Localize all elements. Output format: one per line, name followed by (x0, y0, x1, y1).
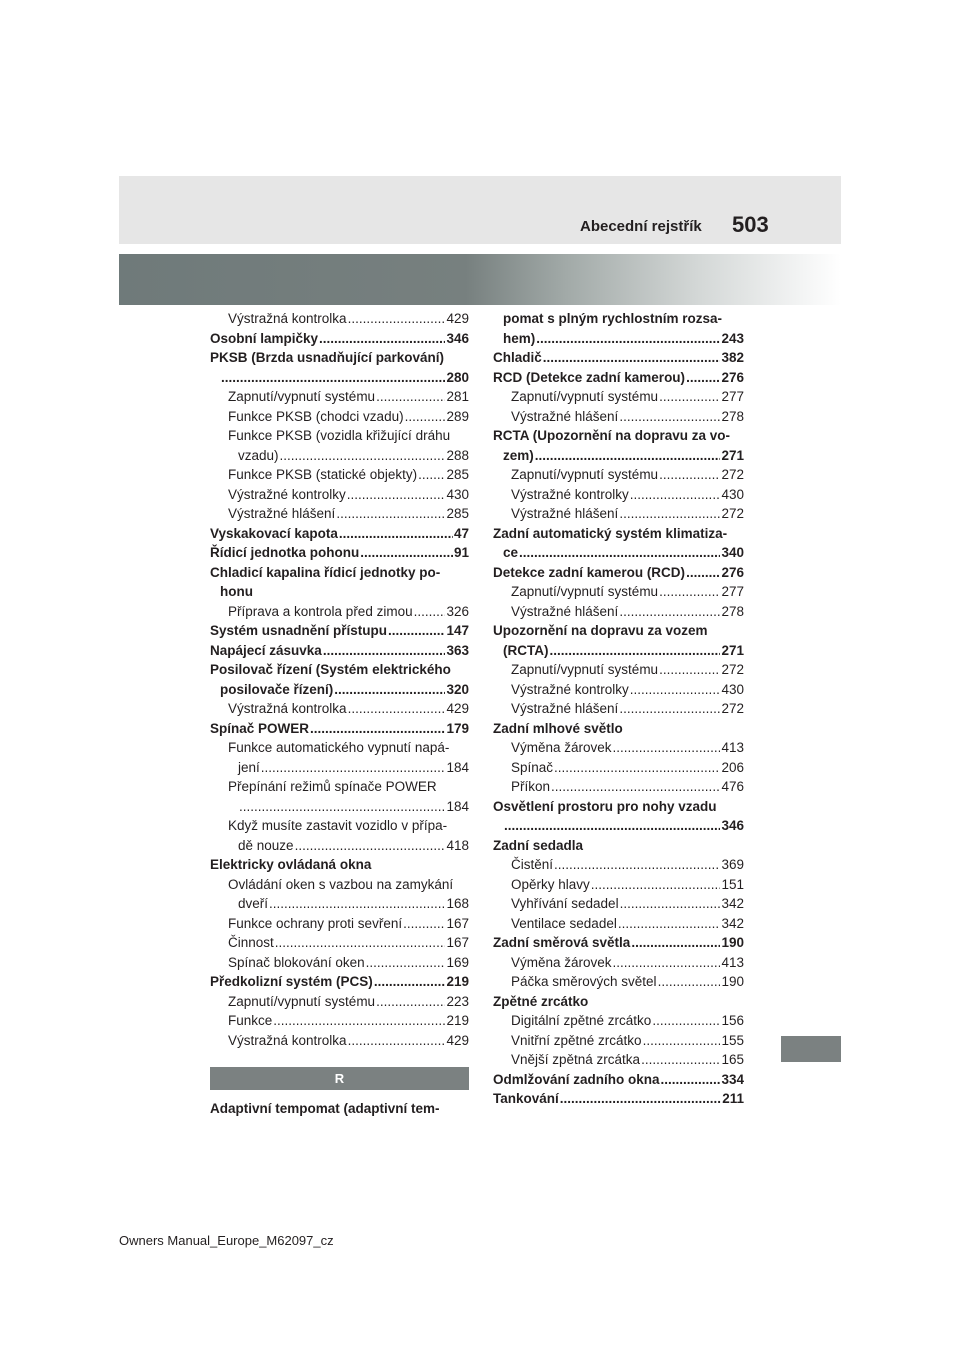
index-entry: Funkce ..... 219 (210, 1011, 469, 1031)
index-entry: Ventilace sedadel ..... 342 (493, 914, 744, 934)
index-entry: Zapnutí/vypnutí systému ..... 272 (493, 660, 744, 680)
index-entry-line: Funkce PKSB (vozidla křižující dráhu (228, 428, 451, 443)
index-entry: Výstražné hlášení ..... 278 (493, 407, 744, 427)
index-entry-line: Osvětlení prostoru pro nohy vzadu (493, 798, 717, 814)
index-entry-line: Chladicí kapalina řídicí jednotky po- (210, 564, 441, 580)
index-entry: vzadu) ..... 288 (210, 446, 469, 466)
index-entry: Výstražné kontrolky ..... 430 (210, 485, 469, 505)
index-entry: Odmlžování zadního okna ..... 334 (493, 1070, 744, 1090)
index-entry-line: Zadní sedadla (493, 837, 584, 853)
index-entry: Zadní směrová světla ..... 190 (493, 933, 744, 953)
index-entry: Výstražné hlášení ..... 272 (493, 504, 744, 524)
index-entry: RCD (Detekce zadní kamerou) ..... 276 (493, 368, 744, 388)
index-entry-line: Posilovač řízení (Systém elektrického (210, 662, 451, 677)
index-entry: Zapnutí/vypnutí systému ..... 272 (493, 465, 744, 485)
index-entry: Výměna žárovek ..... 413 (493, 953, 744, 973)
index-entry-line: Adaptivní tempomat (adaptivní tem- (210, 1101, 440, 1116)
index-entry: Systém usnadnění přístupu ..... 147 (210, 621, 469, 641)
index-entry: Funkce PKSB (statické objekty) ..... 285 (210, 465, 469, 485)
index-entry: Předkolizní systém (PCS) ..... 219 (210, 972, 469, 992)
thumb-index-tab (781, 1036, 841, 1062)
index-entry: dě nouze ..... 418 (210, 836, 469, 856)
index-entry: Výstražné kontrolky ..... 430 (493, 485, 744, 505)
index-entry: Spínač ..... 206 (493, 758, 744, 778)
index-entry-line: Když musíte zastavit vozidlo v přípa- (228, 818, 448, 833)
index-entry: jení ..... 184 (210, 758, 469, 778)
index-entry: Digitální zpětné zrcátko ..... 156 (493, 1011, 744, 1031)
index-entry: Vyskakovací kapota ..... 47 (210, 524, 469, 544)
index-entry: ce ..... 340 (493, 543, 744, 563)
index-entry-line: Zadní mlhové světlo (493, 720, 623, 736)
index-entry: Tankování ..... 211 (493, 1089, 744, 1109)
section-title: Abecední rejstřík (580, 218, 702, 235)
index-entry-line: Elektricky ovládaná okna (210, 857, 372, 872)
index-entry: Funkce PKSB (chodci vzadu) ..... 289 (210, 407, 469, 427)
index-entry: Příkon ..... 476 (493, 777, 744, 797)
index-entry-line: pomat s plným rychlostním rozsa- (503, 311, 723, 326)
index-entry: Detekce zadní kamerou (RCD) ..... 276 (493, 563, 744, 583)
index-entry-line: PKSB (Brzda usnadňující parkování) (210, 350, 445, 365)
index-entry: Řídicí jednotka pohonu ..... 91 (210, 543, 469, 563)
index-entry-line: Zadní automatický systém klimatiza- (493, 525, 728, 541)
index-entry: Výstražná kontrolka ..... 429 (210, 309, 469, 329)
index-entry: Spínač blokování oken ..... 169 (210, 953, 469, 973)
index-entry-line: honu (220, 584, 253, 599)
index-entry: Zapnutí/vypnutí systému ..... 281 (210, 387, 469, 407)
index-entry: Výstražné hlášení ..... 272 (493, 699, 744, 719)
page-number: 503 (732, 212, 769, 237)
index-entry: Zapnutí/vypnutí systému ..... 223 (210, 992, 469, 1012)
index-column-right (493, 309, 744, 1109)
index-entry: Páčka směrových světel ..... 190 (493, 972, 744, 992)
index-entry: ..... 346 (493, 816, 744, 836)
index-entry: hem) ..... 243 (493, 329, 744, 349)
index-entry: Chladič ..... 382 (493, 348, 744, 368)
index-entry: ..... 184 (210, 797, 469, 817)
index-entry: Výstražná kontrolka ..... 429 (210, 699, 469, 719)
index-entry: ..... 280 (210, 368, 469, 388)
header-gradient-band (119, 254, 841, 305)
index-entry: Vyhřívání sedadel ..... 342 (493, 894, 744, 914)
index-entry: dveří ..... 168 (210, 894, 469, 914)
footer-document-id: Owners Manual_Europe_M62097_cz (119, 1233, 334, 1248)
index-entry-line: Ovládání oken s vazbou na zamykání (228, 876, 454, 892)
index-entry: Výstražné kontrolky ..... 430 (493, 680, 744, 700)
index-entry-line: Upozornění na dopravu za vozem (493, 623, 708, 638)
index-entry: Činnost ..... 167 (210, 933, 469, 953)
index-entry: Vnější zpětná zrcátka ..... 165 (493, 1050, 744, 1070)
index-entry-line: Funkce automatického vypnutí napá- (228, 740, 450, 755)
index-entry: Funkce ochrany proti sevření ..... 167 (210, 914, 469, 934)
index-entry: Výměna žárovek ..... 413 (493, 738, 744, 758)
index-entry-line: RCTA (Upozornění na dopravu za vo- (493, 428, 731, 443)
index-entry: Příprava a kontrola před zimou ..... 326 (210, 602, 469, 622)
index-entry: posilovače řízení) ..... 320 (210, 680, 469, 700)
index-entry: Čistění ..... 369 (493, 855, 744, 875)
index-entry: Výstražné hlášení ..... 278 (493, 602, 744, 622)
index-entry: Opěrky hlavy ..... 151 (493, 875, 744, 895)
index-entry-line: Zpětné zrcátko (493, 993, 589, 1009)
index-entry: Zapnutí/vypnutí systému ..... 277 (493, 582, 744, 602)
index-entry: Vnitřní zpětné zrcátko ..... 155 (493, 1031, 744, 1051)
index-column-left (210, 309, 469, 1119)
index-entry: Napájecí zásuvka ..... 363 (210, 641, 469, 661)
index-entry: Spínač POWER ..... 179 (210, 719, 469, 739)
index-entry: Výstražné hlášení ..... 285 (210, 504, 469, 524)
index-entry: zem) ..... 271 (493, 446, 744, 466)
index-entry-line: Přepínání režimů spínače POWER (228, 779, 437, 794)
index-entry: (RCTA) ..... 271 (493, 641, 744, 661)
index-entry: Výstražná kontrolka ..... 429 (210, 1031, 469, 1051)
index-entry: Zapnutí/vypnutí systému ..... 277 (493, 387, 744, 407)
index-entry: Osobní lampičky ..... 346 (210, 329, 469, 349)
section-letter-bar: R (210, 1067, 469, 1090)
